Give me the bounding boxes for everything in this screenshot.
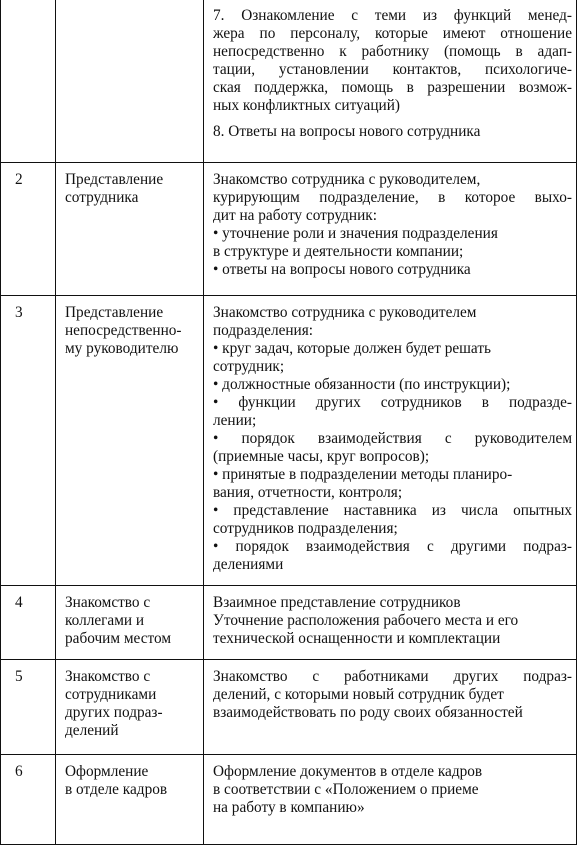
stage-line: Знакомство с [65,667,151,685]
row-number: 2 [15,170,23,188]
content-line: • уточнение роли и значения подразделения [213,224,498,242]
content-line: курирующим подразделение, в которое выхо- [213,188,572,206]
stage-line: сотрудника [65,188,139,206]
stage-line: Знакомство с [65,593,151,611]
content-text [204,163,576,279]
content-line: 8. Ответы на вопросы нового сотрудника [213,123,481,140]
content-cell [204,162,577,295]
content-line: • должностные обязанности (по инструкции); [213,375,511,393]
content-line: сотрудник; [213,357,285,375]
stage-cell [56,659,204,754]
content-line: • функции других сотрудников в подразде- [213,393,572,411]
content-line: лении; [213,411,257,429]
content-line: в структуре и деятельности компании; [213,242,464,260]
table-row [1,754,577,845]
content-line: Взаимное представление сотрудников [213,593,461,611]
stage-text [56,0,203,7]
row-number: 6 [15,762,23,780]
content-line: Знакомство сотрудника с руководителем [213,303,477,321]
stage-line: делений [65,721,119,739]
stage-line: Представление [65,170,164,188]
stage-text [56,163,203,207]
row-number-cell [1,295,56,585]
content-line: 7. Ознакомление с теми из функций менед- [213,7,572,24]
stage-line: Представление [65,303,164,321]
table-body [1,0,577,845]
content-paragraph [213,763,572,817]
stage-cell [56,295,204,585]
content-paragraph [213,594,572,648]
content-paragraph [213,123,572,141]
stage-line: непосредственно- [65,321,182,339]
content-line: тации, установлении контактов, психологиче- [213,61,572,78]
content-paragraph [213,304,572,574]
stage-line: коллегами и [65,611,145,629]
content-line: ных конфликтных ситуаций) [213,97,400,114]
stage-cell [56,754,204,845]
content-line: в соответствии с «Положением о приеме [213,780,479,798]
content-cell [204,0,577,162]
content-line: жера по персоналу, которые имеют отношение [213,25,572,42]
content-line: • порядок взаимодействия с руководителем [213,429,572,447]
stage-line: Оформление [65,762,149,780]
content-line: Оформление документов в отделе кадров [213,762,483,780]
content-line: вания, отчетности, контроля; [213,483,403,501]
stage-text [56,755,203,799]
stage-line: в отделе кадров [65,780,168,798]
table-row [1,162,577,295]
content-line: непосредственно к работнику (помощь в адап- [213,43,572,60]
stage-line: других подраз- [65,703,163,721]
stage-line: сотрудниками [65,685,157,703]
content-line: Уточнение расположения рабочего места и его [213,611,519,629]
stage-line: му руководителю [65,339,179,357]
row-number: 4 [15,593,23,611]
content-line: взаимодействовать по роду своих обязанностей [213,703,523,721]
content-text [204,296,576,574]
content-line: • принятые в подразделении методы планиро- [213,465,513,483]
content-line: подразделения: [213,321,314,339]
row-number: 3 [15,303,23,321]
content-text [204,0,576,141]
content-line: делениями [213,555,284,573]
content-line: на работу в компанию» [213,798,365,816]
content-cell [204,585,577,659]
stage-cell [56,585,204,659]
content-line: • круг задач, которые должен будет решать [213,339,491,357]
stage-cell [56,162,204,295]
content-line: • ответы на вопросы нового сотрудника [213,260,471,278]
content-line: сотрудников подразделения; [213,519,398,537]
content-cell [204,295,577,585]
stage-text [56,660,203,740]
content-cell [204,659,577,754]
content-paragraph [213,171,572,279]
content-line: дит на работу сотрудник: [213,206,377,224]
content-line: технической оснащенности и комплектации [213,629,501,647]
table-row [1,0,577,162]
stage-text [56,586,203,648]
content-line: Знакомство сотрудника с руководителем, [213,170,481,188]
content-paragraph [213,668,572,722]
table-row [1,659,577,754]
content-line: ская поддержка, помощь в разрешении возмож- [213,79,572,96]
content-text [204,586,576,648]
row-number-cell [1,754,56,845]
row-number-cell [1,162,56,295]
table-row [1,585,577,659]
content-text [204,755,576,817]
table-row [1,295,577,585]
row-number [1,0,55,7]
content-cell [204,754,577,845]
row-number-cell [1,0,56,162]
stage-text [56,296,203,358]
stage-line: рабочим местом [65,629,172,647]
content-line: (приемные часы, круг вопросов); [213,447,430,465]
row-number: 5 [15,667,23,685]
content-paragraph [213,7,572,115]
row-number-cell [1,585,56,659]
content-text [204,660,576,722]
content-line: Знакомство с работниками других подраз- [213,667,572,685]
content-line: делений, с которыми новый сотрудник будет [213,685,504,703]
row-number-cell [1,659,56,754]
content-line: • представление наставника из числа опытных [213,501,572,519]
stage-cell [56,0,204,162]
content-line: • порядок взаимодействия с другими подраз- [213,537,572,555]
